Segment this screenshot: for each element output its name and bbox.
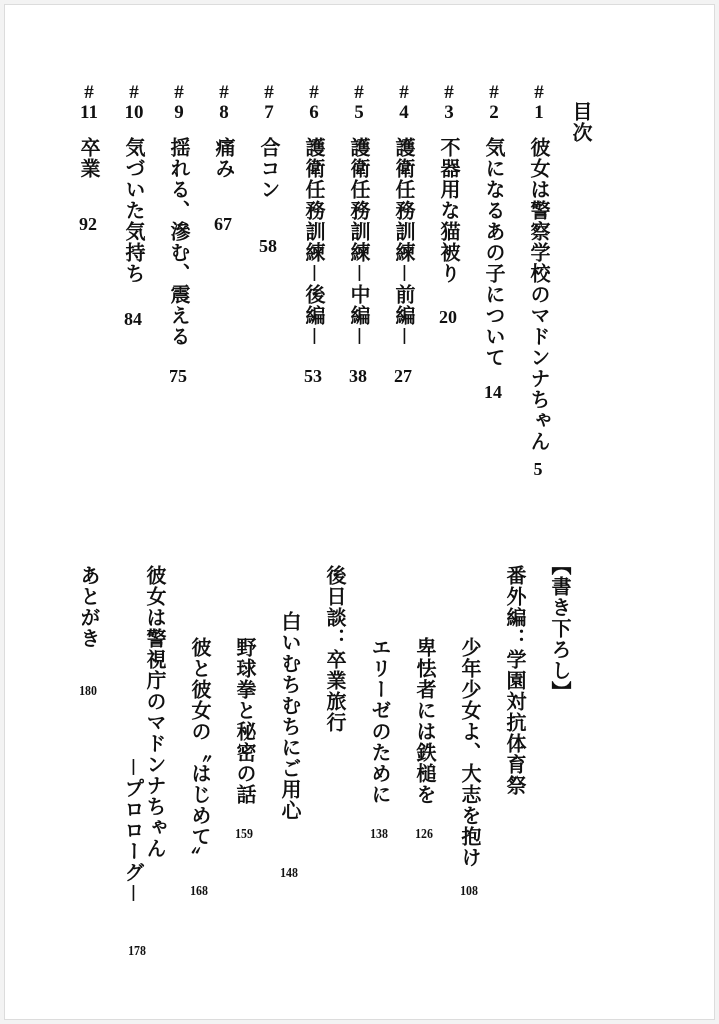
chapter-number: # 6: [309, 82, 319, 123]
story-page: 126: [415, 827, 433, 842]
chapter-title: 護衛任務訓練－中編－: [347, 137, 371, 347]
story-page: 138: [370, 827, 388, 842]
story-title: 野球拳と秘密の話: [233, 637, 257, 805]
chapter-number: # 8: [219, 82, 229, 123]
chapter-page: 58: [259, 236, 277, 256]
chapter-page: 20: [439, 307, 457, 327]
chapter-number: # 2: [489, 82, 499, 123]
chapter-page: 67: [214, 214, 232, 234]
chapter-number: # 11: [80, 82, 98, 123]
toc-heading: 目次: [569, 101, 593, 143]
story-title: エリーゼのために: [368, 637, 392, 805]
chapter-number: # 3: [444, 82, 454, 123]
chapter-number: # 1: [534, 82, 544, 123]
chapter-title: 護衛任務訓練－後編－: [302, 137, 326, 347]
story-page: 159: [235, 827, 253, 842]
chapter-page: 92: [79, 214, 97, 234]
story-page: 108: [460, 884, 478, 899]
chapter-page: 14: [484, 382, 502, 402]
book-page: [4, 4, 715, 1020]
keishi-page: 178: [128, 944, 146, 959]
story-title: 彼と彼女の〝はじめて〟: [188, 637, 212, 868]
chapter-title: 気になるあの子について: [482, 137, 506, 368]
gojitsu-title: 後日談：卒業旅行: [323, 565, 347, 733]
chapter-title: 合コン: [257, 137, 281, 200]
story-page: 168: [190, 884, 208, 899]
chapter-page: 75: [169, 366, 187, 386]
chapter-title: 護衛任務訓練－前編－: [392, 137, 416, 347]
chapter-number: # 10: [124, 82, 144, 123]
keishi-title: 彼女は警視庁のマドンナちゃん: [143, 565, 167, 859]
chapter-page: 27: [394, 366, 412, 386]
keishi-subtitle: －プロローグ－: [121, 757, 145, 904]
chapter-page: 5: [533, 459, 543, 479]
atogaki-page: 180: [79, 684, 97, 699]
chapter-page: 84: [124, 309, 142, 329]
chapter-title: 揺れる、滲む、震える: [167, 137, 191, 347]
chapter-page: 53: [304, 366, 322, 386]
chapter-number: # 7: [264, 82, 274, 123]
chapter-title: 彼女は警察学校のマドンナちゃん: [527, 137, 551, 452]
chapter-number: # 5: [354, 82, 364, 123]
chapter-title: 痛み: [212, 137, 236, 179]
story-title: 少年少女よ、大志を抱け: [458, 637, 482, 868]
bangai-title: 番外編：学園対抗体育祭: [503, 565, 527, 796]
extra-heading: 【書き下ろし】: [548, 555, 572, 702]
atogaki-title: あとがき: [77, 565, 101, 649]
chapter-title: 気づいた気持ち: [122, 137, 146, 284]
story-title: 卑怯者には鉄槌を: [413, 637, 437, 805]
chapter-number: # 9: [174, 82, 184, 123]
chapter-title: 卒業: [77, 137, 101, 179]
chapter-number: # 4: [399, 82, 409, 123]
story-page: 148: [280, 866, 298, 881]
chapter-page: 38: [349, 366, 367, 386]
chapter-title: 不器用な猫被り: [437, 137, 461, 284]
story-title: 白いむちむちにご用心: [278, 611, 302, 821]
